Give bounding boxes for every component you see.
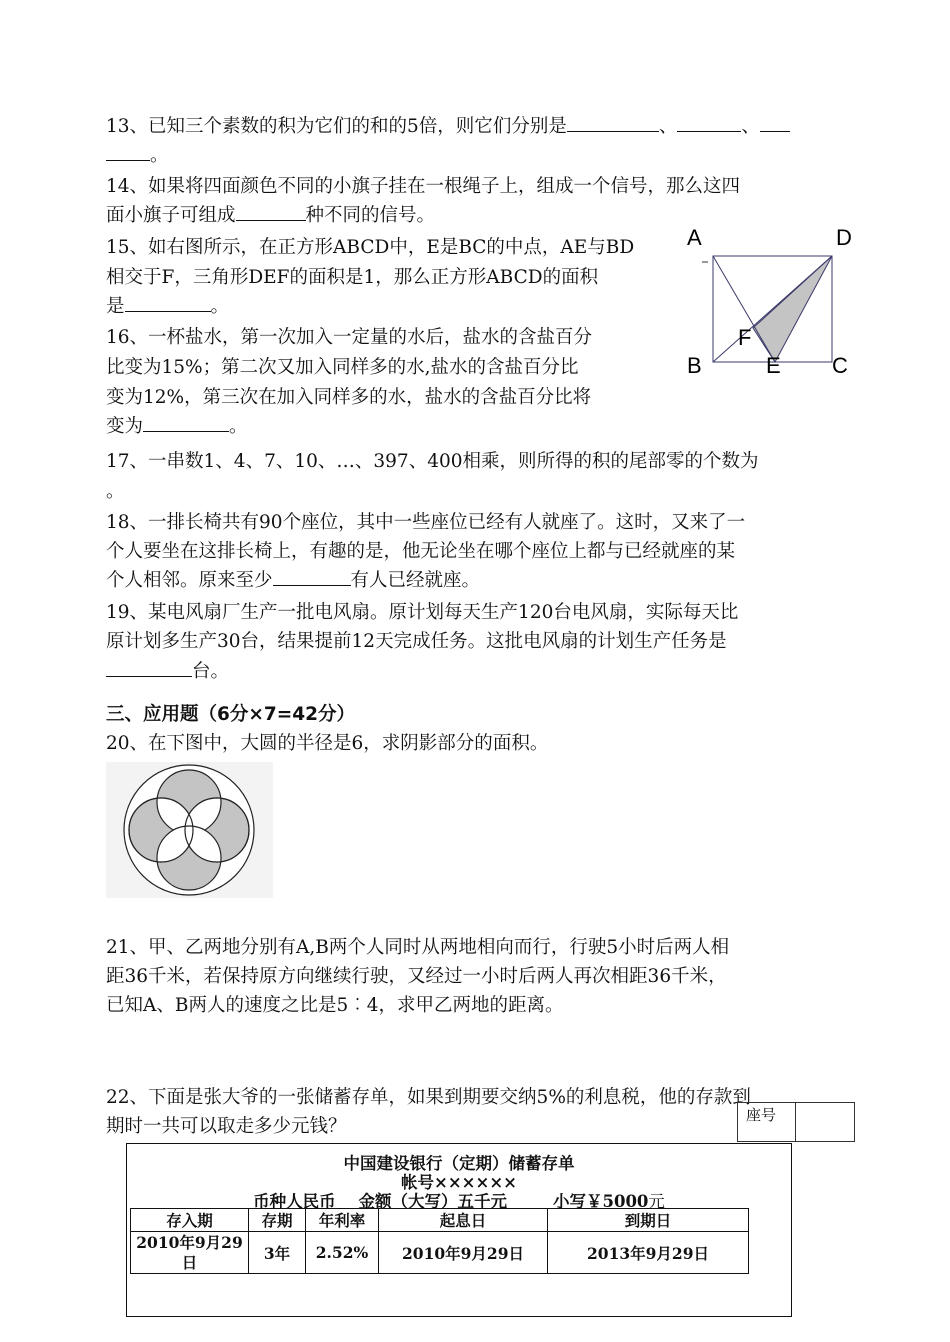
q15-line3: 是 。 [106,292,229,321]
q17-line1: 17、一串数1、4、7、10、…、397、400相乘，则所得的积的尾部零的个数为 [106,451,759,472]
q20-text: 20、在下图中，大圆的半径是6，求阴影部分的面积。 [106,733,549,754]
slip-account: 帐号×××××× [401,1173,517,1192]
q16-line4: 变为 。 [106,412,248,441]
q22-line1: 22、下面是张大爷的一张储蓄存单，如果到期要交纳5%的利息税，他的存款到 [106,1087,751,1108]
q15-line1: 15、如右图所示，在正方形ABCD中，E是BC的中点，AE与BD [106,237,635,258]
q19-blank[interactable] [106,658,192,677]
q13-blank-3b[interactable] [106,142,150,161]
q15-blank[interactable] [125,293,211,312]
q18-blank[interactable] [273,567,351,586]
seat-number-label: 座号 [746,1106,777,1124]
slip-currency-line: 币种人民币 金额（大写）五千元 小写￥5000元 [253,1192,665,1211]
q13-blank-1[interactable] [567,113,659,132]
q16-blank[interactable] [143,413,229,432]
q14-line1: 14、如果将四面颜色不同的小旗子挂在一根绳子上，组成一个信号，那么这四 [106,176,741,197]
slip-yuan: 元 [648,1192,665,1211]
q14-line2: 面小旗子可组成 种不同的信号。 [106,201,435,230]
cell-deposit-date: 2010年9月29日 [131,1232,249,1274]
q16-line3: 变为12%，第三次在加入同样多的水，盐水的含盐百分比将 [106,387,592,408]
q19-line1: 19、某电风扇厂生产一批电风扇。原计划每天生产120台电风扇，实际每天比 [106,602,739,623]
q13-line2: 。 [106,141,169,170]
seat-number-box [737,1102,855,1142]
deposit-slip [126,1143,792,1317]
q13-line1: 13、已知三个素数的积为它们的和的5倍，则它们分别是 、 、 [106,112,790,141]
cell-rate: 2.52% [306,1232,379,1274]
q19-line2: 原计划多生产30台，结果提前12天完成任务。这批电风扇的计划生产任务是 [106,631,727,652]
cell-maturity-date: 2013年9月29日 [548,1232,749,1274]
slip-table-row [131,1232,749,1274]
header-term: 存期 [249,1209,306,1232]
section-3-heading: 三、应用题（6分×7=42分） [106,704,355,725]
q21-line2: 距36千米，若保持原方向继续行驶，又经过一小时后两人再次相距36千米， [106,966,727,987]
q14-blank[interactable] [236,202,306,221]
triangle-def-shaded [753,256,832,362]
label-a: A [687,225,702,250]
q16-line1: 16、一杯盐水，第一次加入一定量的水后，盐水的含盐百分 [106,327,593,348]
slip-table [130,1208,749,1274]
seat-number-divider [795,1103,796,1141]
label-d: D [836,225,852,250]
q18-line2: 个人要坐在这排长椅上，有趣的是，他无论坐在哪个座位上都与已经就座的某 [106,541,736,562]
q13-blank-2[interactable] [677,113,741,132]
q17-line2: 。 [106,481,125,502]
header-maturity-date: 到期日 [548,1209,749,1232]
q16-line2: 比变为15%；第二次又加入同样多的水,盐水的含盐百分比 [106,357,579,378]
q18-line1: 18、一排长椅共有90个座位，其中一些座位已经有人就座了。这时，又来了一 [106,512,746,533]
q22-line2: 期时一共可以取走多少元钱？ [106,1116,347,1137]
label-f: F [738,325,752,350]
slip-title: 中国建设银行（定期）储蓄存单 [343,1154,575,1173]
square-abcd-figure [680,218,860,382]
q19-line3: 台。 [106,657,229,686]
q21-line1: 21、甲、乙两地分别有A,B两个人同时从两地相向而行，行驶5小时后两人相 [106,937,730,958]
label-e: E [766,353,781,378]
label-c: C [832,353,848,378]
label-b: B [687,353,702,378]
q21-line3: 已知A、B两人的速度之比是5︰4，求甲乙两地的距离。 [106,995,564,1016]
cell-value-date: 2010年9月29日 [379,1232,548,1274]
circle-figure [106,762,273,898]
header-rate: 年利率 [306,1209,379,1232]
header-value-date: 起息日 [379,1209,548,1232]
slip-table-header [131,1209,749,1232]
q15-line2: 相交于F，三角形DEF的面积是1，那么正方形ABCD的面积 [106,267,599,288]
q13-blank-3a[interactable] [760,113,790,132]
header-deposit-date: 存入期 [131,1209,249,1232]
cell-term: 3年 [249,1232,306,1274]
q18-line3: 个人相邻。原来至少 有人已经就座。 [106,566,480,595]
